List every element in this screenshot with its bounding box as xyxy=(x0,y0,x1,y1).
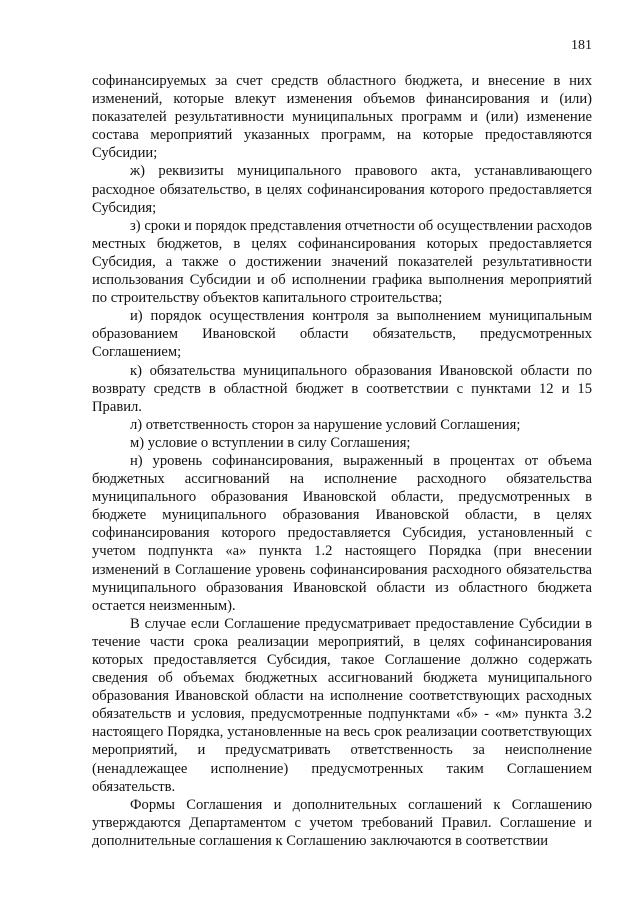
paragraph-continuation: софинансируемых за счет средств областного бюджета, и внесение в них изменений, которые влекут изменения объемов финансирования и (или) показателей результативности муниципальных программ и (или) изменение состава мероприятий указанных программ, на которые предоставляются Субсидии; xyxy=(92,73,592,162)
paragraph-agreement-forms: Формы Соглашения и дополнительных соглашений к Соглашению утверждаются Департаментом с учетом требований Правил. Соглашение и дополнительные соглашения к Соглашению заключаются в соответствии xyxy=(92,796,592,849)
paragraph-item-k: к) обязательства муниципального образования Ивановской области по возврату средств в областной бюджет в соответствии с пунктами 12 и 15 Правил. xyxy=(92,362,592,415)
paragraph-item-n: н) уровень софинансирования, выраженный в процентах от объема бюджетных ассигнований на исполнение расходного обязательства муниципального образования Ивановской области, предусмотренных в бюджете муниципального образования Ивановской области, в целях софинансирования которого предоставляется Субсидия, установленный с учетом подпункта «а» пункта 1.2 настоящего Порядка (при внесении изменений в Соглашение уровень софинансирования расходного обязательства муниципального образования Ивановской области из областного бюджета остается неизменным). xyxy=(92,452,592,614)
paragraph-item-z: з) сроки и порядок представления отчетности об осуществлении расходов местных бюджетов, в целях софинансирования которых предоставляется Субсидия, а также о достижении значений показателей результативности использования Субсидии и об исполнении графика выполнения мероприятий по строительству объектов капитального строительства; xyxy=(92,217,592,307)
paragraph-partial-term: В случае если Соглашение предусматривает предоставление Субсидии в течение части срока реализации мероприятий, в целях софинансирования которых предоставляется Субсидия, такое Соглашение должно содержать сведения об объемах бюджетных ассигнований бюджета муниципального образования Ивановской области на исполнение соответствующих расходных обязательств и условия, предусмотренные подпунктами «б» - «м» пункта 3.2 настоящего Порядка, установленные на весь срок реализации соответствующих мероприятий, и предусматривать ответственность за неисполнение (ненадлежащее исполнение) предусмотренных таким Соглашением обязательств. xyxy=(92,615,592,795)
paragraph-item-m: м) условие о вступлении в силу Соглашения; xyxy=(130,434,411,451)
document-body xyxy=(92,72,592,850)
paragraph-item-l: л) ответственность сторон за нарушение условий Соглашения; xyxy=(130,416,521,433)
page-number: 181 xyxy=(571,38,592,53)
paragraph-item-zh: ж) реквизиты муниципального правового акта, устанавливающего расходное обязательство, в целях софинансирования которого предоставляется Субсидия; xyxy=(92,163,592,216)
paragraph-item-i: и) порядок осуществления контроля за выполнением муниципальным образованием Ивановской области обязательств, предусмотренных Соглашением; xyxy=(92,308,592,361)
